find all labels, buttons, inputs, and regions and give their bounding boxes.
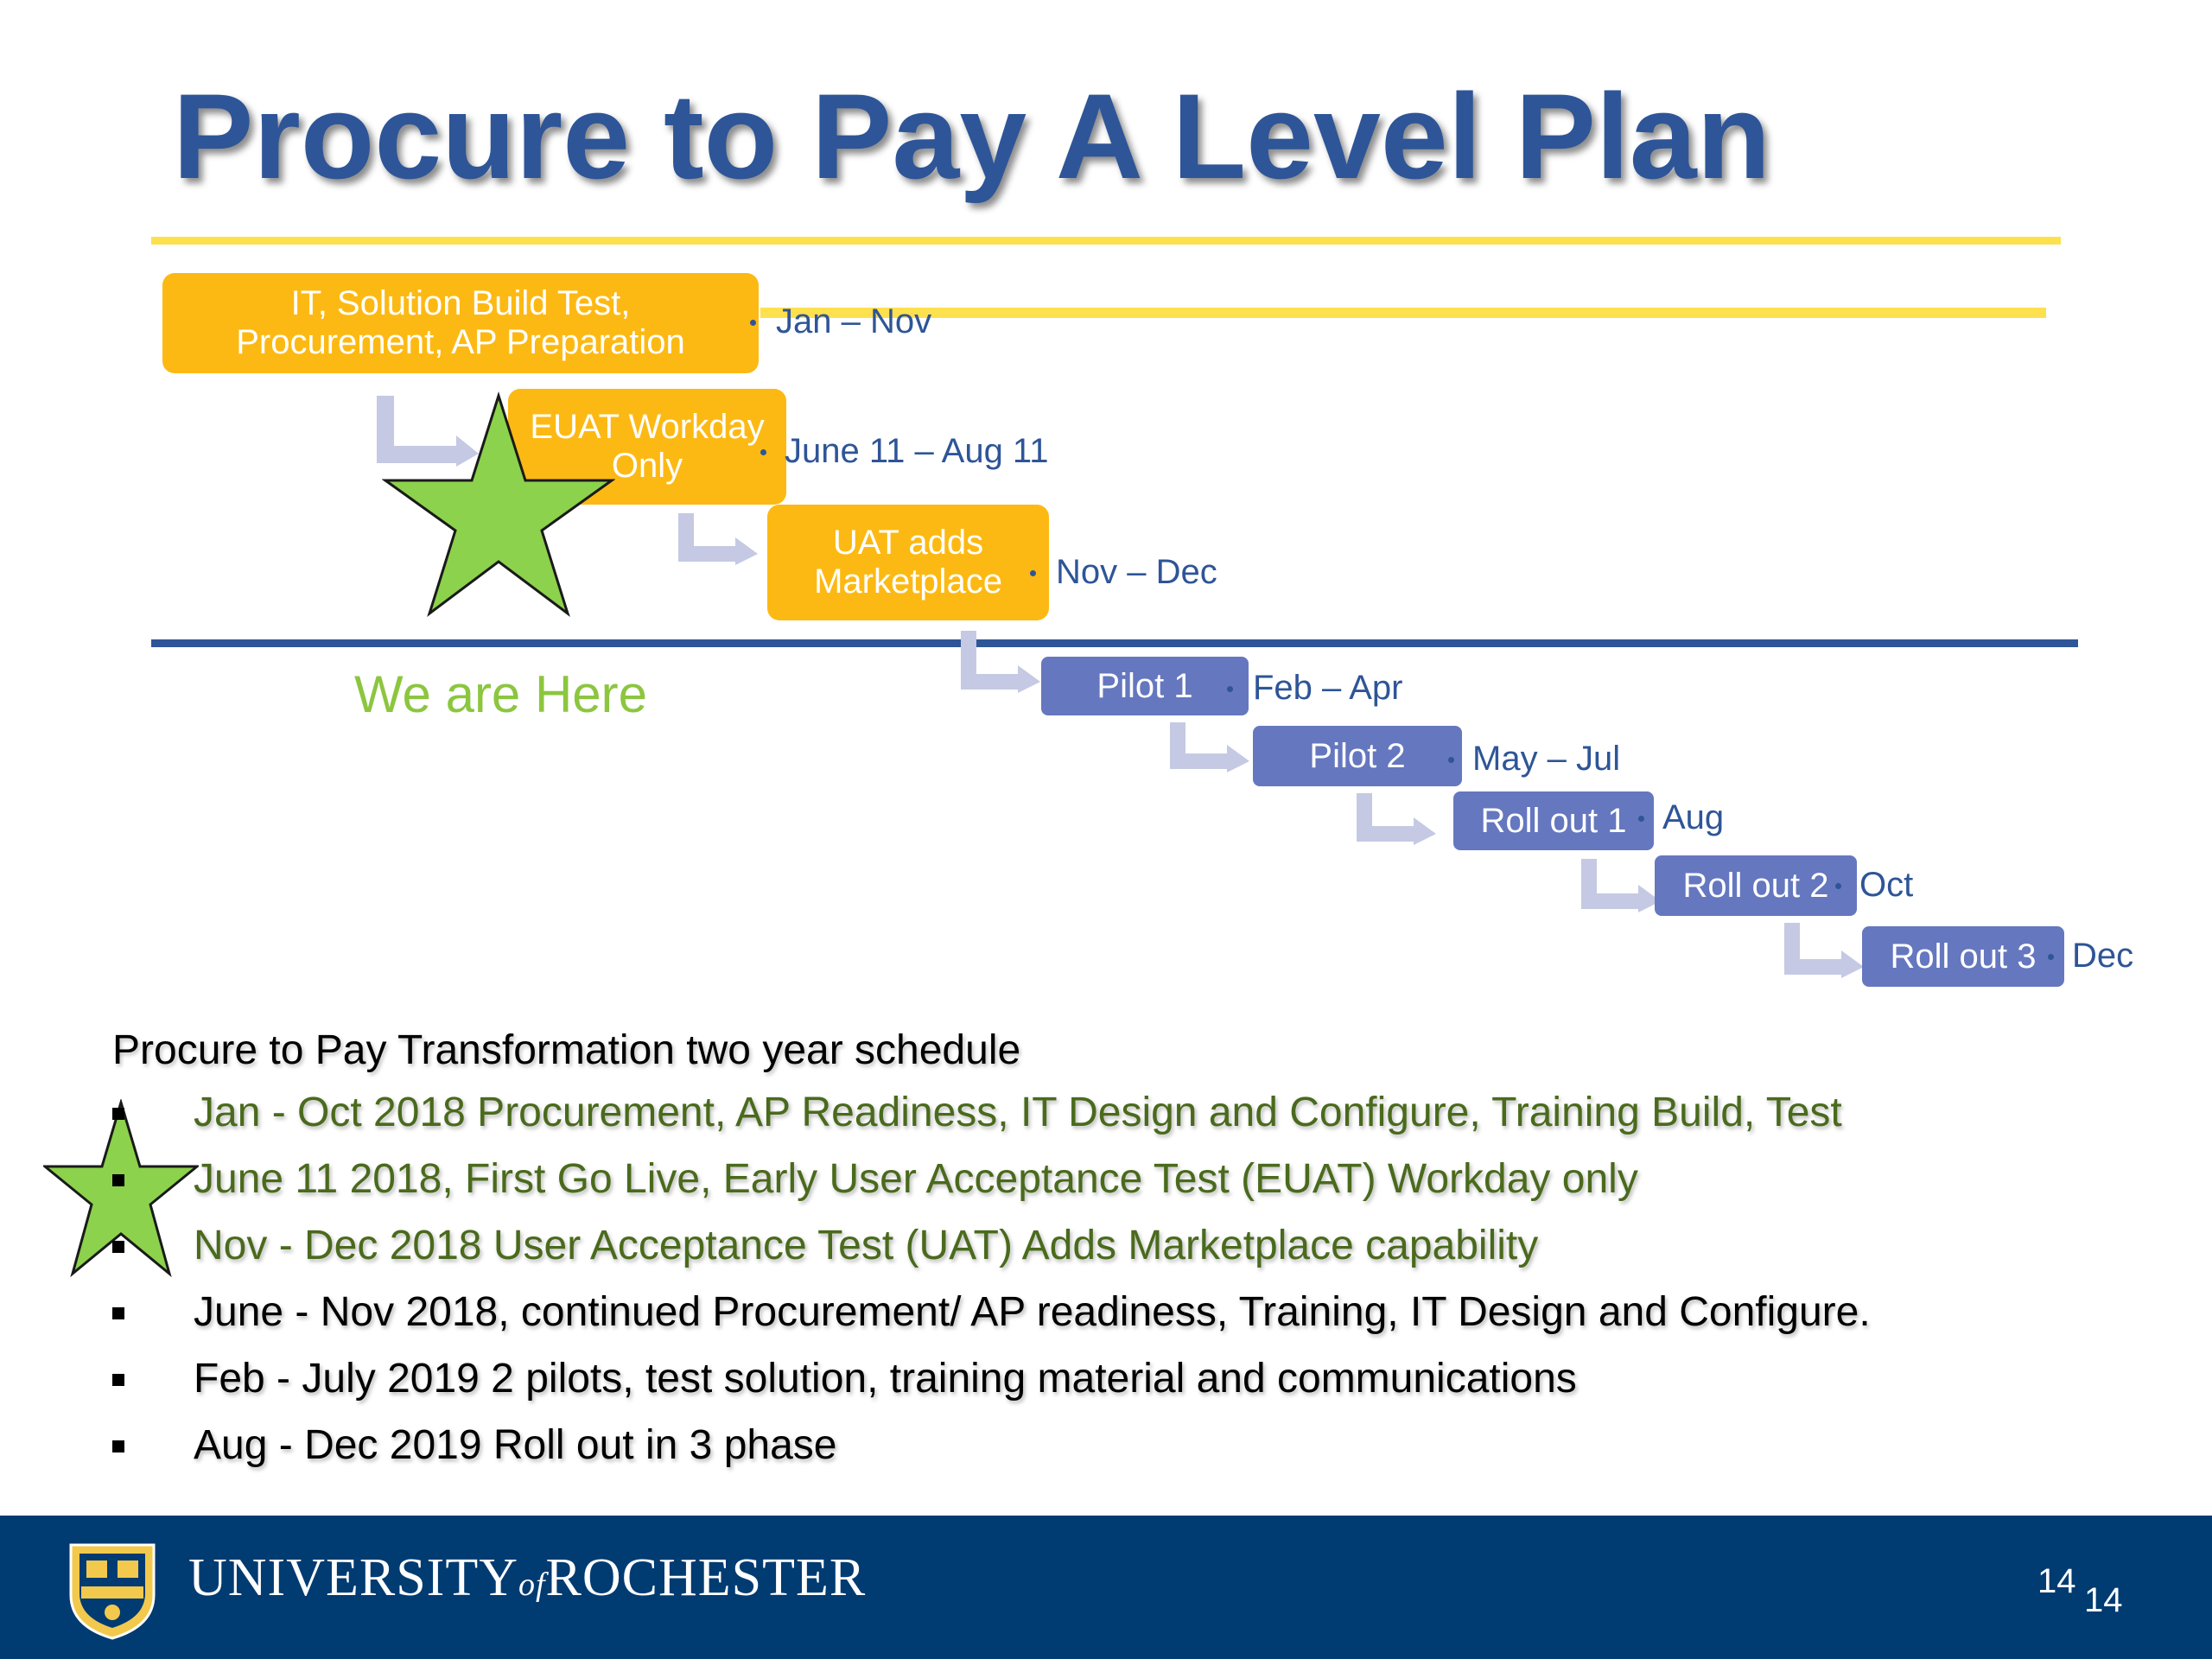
phase-box-pilot-1: Pilot 1 <box>1041 657 1249 715</box>
page-number: 14 <box>2037 1562 2076 1600</box>
elbow-arrow-icon <box>1170 722 1249 772</box>
elbow-arrow-icon <box>1357 793 1436 845</box>
phase-dates: June 11 – Aug 11 <box>785 432 1049 470</box>
schedule-item-text: June 11 2018, First Go Live, Early User Acceptance Test (EUAT) Workday only <box>194 1156 1638 1202</box>
phase-box-it-build: IT, Solution Build Test, Procurement, AP Preparation <box>162 273 759 373</box>
date-bullet <box>2048 954 2054 960</box>
phase-box-roll-out-1: Roll out 1 <box>1453 791 1654 850</box>
schedule-heading: Procure to Pay Transformation two year schedule <box>112 1027 1021 1073</box>
phase-bar-line <box>760 308 2046 318</box>
bullet-icon <box>112 1241 124 1253</box>
schedule-item <box>112 1420 1871 1486</box>
phase-box-pilot-2: Pilot 2 <box>1253 726 1462 786</box>
university-of: of <box>518 1567 546 1603</box>
phase-dates: Nov – Dec <box>1056 553 1217 591</box>
date-bullet <box>1638 816 1644 822</box>
bullet-icon <box>112 1307 124 1319</box>
date-bullet <box>760 449 766 455</box>
date-bullet <box>1030 570 1036 576</box>
university-wordmark <box>188 1547 866 1616</box>
slide-title: Procure to Pay A Level Plan <box>173 68 1771 204</box>
elbow-arrow-icon <box>1784 923 1864 978</box>
bullet-icon <box>112 1108 124 1120</box>
slide-number: 14 <box>2084 1581 2123 1619</box>
schedule-item <box>112 1087 1871 1154</box>
university-word: ROCHESTER <box>545 1548 867 1607</box>
title-underline <box>151 237 2061 245</box>
star-icon <box>382 391 615 621</box>
phase-dates: Feb – Apr <box>1253 669 1403 707</box>
year-divider-line <box>151 639 2078 647</box>
schedule-item <box>112 1220 1871 1287</box>
schedule-item <box>112 1287 1871 1353</box>
date-bullet <box>1227 686 1233 692</box>
date-bullet <box>750 320 756 326</box>
bullet-icon <box>112 1374 124 1386</box>
phase-box-uat: UAT adds Marketplace <box>767 505 1049 620</box>
we-are-here-label: We are Here <box>354 665 648 723</box>
schedule-item-text: Aug - Dec 2019 Roll out in 3 phase <box>194 1422 837 1468</box>
phase-dates: May – Jul <box>1472 740 1621 778</box>
university-word: UNIVERSITY <box>188 1548 518 1607</box>
phase-dates: Dec <box>2072 937 2134 975</box>
schedule-item-text: Nov - Dec 2018 User Acceptance Test (UAT) Adds Marketplace capability <box>194 1223 1539 1268</box>
phase-dates: Oct <box>1859 866 1914 904</box>
schedule-item-text: Jan - Oct 2018 Procurement, AP Readiness, IT Design and Configure, Training Build, Test <box>194 1090 1842 1135</box>
phase-dates: Aug <box>1662 798 1725 836</box>
elbow-arrow-icon <box>961 631 1040 693</box>
elbow-arrow-icon <box>1581 859 1661 912</box>
schedule-list <box>112 1087 1871 1486</box>
bullet-icon <box>112 1174 124 1186</box>
phase-box-euat: EUAT Workday Only <box>508 389 786 505</box>
schedule-item <box>112 1154 1871 1220</box>
phase-dates: Jan – Nov <box>776 302 932 340</box>
elbow-arrow-icon <box>678 513 758 565</box>
bullet-icon <box>112 1440 124 1452</box>
date-bullet <box>1835 883 1841 889</box>
phase-box-roll-out-3: Roll out 3 <box>1862 926 2064 987</box>
schedule-item <box>112 1353 1871 1420</box>
date-bullet <box>1448 757 1454 763</box>
schedule-item-text: June - Nov 2018, continued Procurement/ AP readiness, Training, IT Design and Configure. <box>194 1289 1871 1335</box>
phase-box-roll-out-2: Roll out 2 <box>1655 855 1857 916</box>
schedule-item-text: Feb - July 2019 2 pilots, test solution, training material and communications <box>194 1356 1577 1402</box>
university-seal-logo <box>64 1538 161 1646</box>
